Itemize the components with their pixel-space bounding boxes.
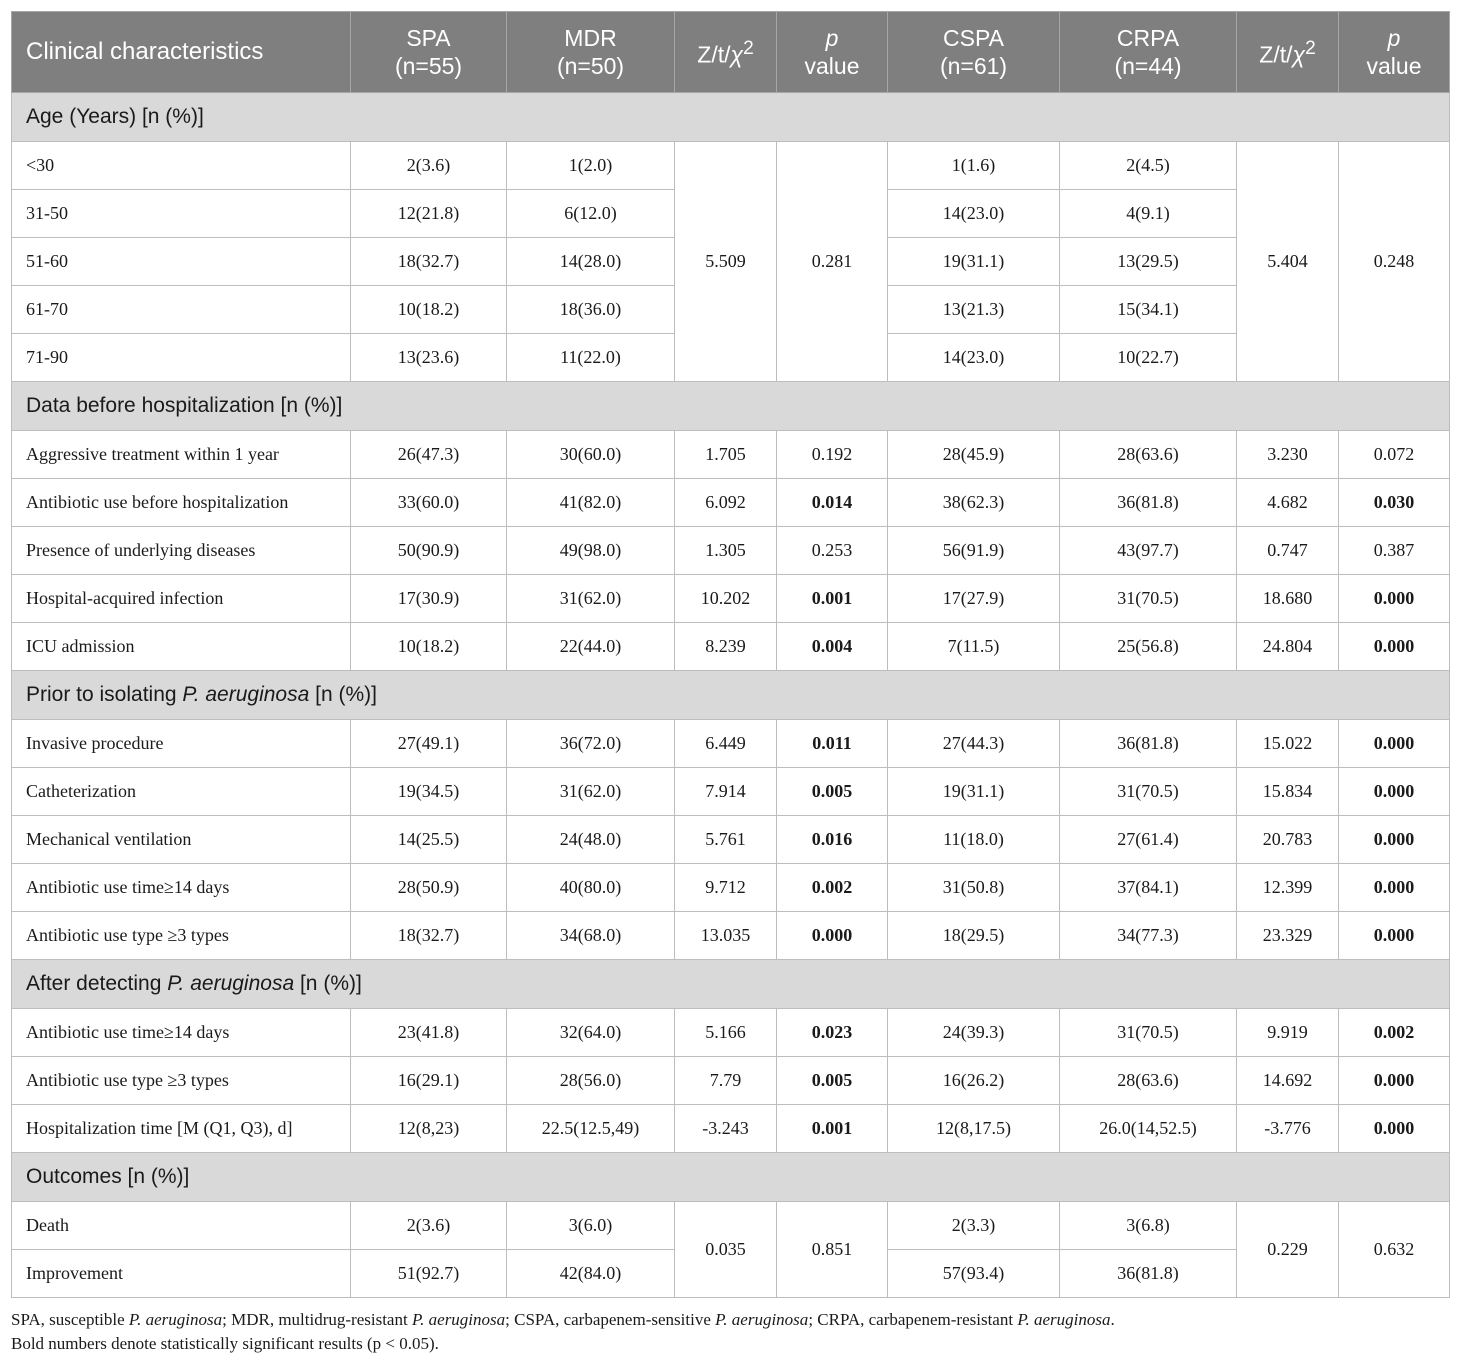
header-cspa: CSPA (n=61) bbox=[888, 12, 1060, 93]
row-label: Improvement bbox=[12, 1250, 351, 1298]
cell-cspa: 19(31.1) bbox=[888, 768, 1060, 816]
cell-cspa: 19(31.1) bbox=[888, 238, 1060, 286]
cell-cspa: 14(23.0) bbox=[888, 190, 1060, 238]
cell-p-value-1: 0.023 bbox=[777, 1009, 888, 1057]
cell-cspa: 24(39.3) bbox=[888, 1009, 1060, 1057]
section-row-prior-to-isolating bbox=[12, 671, 1450, 720]
row-label: 61-70 bbox=[12, 286, 351, 334]
table-row bbox=[12, 912, 1450, 960]
cell-crpa: 31(70.5) bbox=[1060, 575, 1237, 623]
cell-mdr: 1(2.0) bbox=[507, 142, 675, 190]
table-row bbox=[12, 768, 1450, 816]
cell-crpa: 28(63.6) bbox=[1060, 1057, 1237, 1105]
cell-crpa: 31(70.5) bbox=[1060, 1009, 1237, 1057]
row-label: Antibiotic use time≥14 days bbox=[12, 1009, 351, 1057]
cell-spa: 18(32.7) bbox=[351, 912, 507, 960]
cell-mdr: 24(48.0) bbox=[507, 816, 675, 864]
footnote-abbreviations: SPA, susceptible P. aeruginosa; MDR, multidrug-resistant P. aeruginosa; CSPA, carbapenem-sensitive P. aeruginosa; CRPA, carbapenem-resistant P. aeruginosa. bbox=[11, 1310, 1115, 1329]
cell-statistic-1: 7.914 bbox=[675, 768, 777, 816]
cell-cspa: 12(8,17.5) bbox=[888, 1105, 1060, 1153]
cell-crpa: 36(81.8) bbox=[1060, 1250, 1237, 1298]
section-title-after-detecting: After detecting P. aeruginosa [n (%)] bbox=[12, 960, 1450, 1009]
row-label: Presence of underlying diseases bbox=[12, 527, 351, 575]
table-row bbox=[12, 479, 1450, 527]
footnote-significance: Bold numbers denote statistically significant results (p < 0.05). bbox=[11, 1334, 439, 1353]
cell-statistic-2: 0.747 bbox=[1237, 527, 1339, 575]
cell-crpa: 27(61.4) bbox=[1060, 816, 1237, 864]
cell-statistic-2: 3.230 bbox=[1237, 431, 1339, 479]
cell-statistic-1: 5.166 bbox=[675, 1009, 777, 1057]
cell-p-value-1: 0.001 bbox=[777, 1105, 888, 1153]
cell-cspa: 1(1.6) bbox=[888, 142, 1060, 190]
cell-statistic-1: 8.239 bbox=[675, 623, 777, 671]
cell-statistic-2: 24.804 bbox=[1237, 623, 1339, 671]
cell-p-value-2: 0.632 bbox=[1339, 1202, 1450, 1298]
header-statistic-2: $Z/t/\chi^2$ bbox=[1237, 12, 1339, 93]
section-title-prior-to-isolating: Prior to isolating P. aeruginosa [n (%)] bbox=[12, 671, 1450, 720]
cell-p-value-2: 0.000 bbox=[1339, 864, 1450, 912]
cell-p-value-1: 0.192 bbox=[777, 431, 888, 479]
cell-p-value-2: 0.002 bbox=[1339, 1009, 1450, 1057]
row-label: Antibiotic use time≥14 days bbox=[12, 864, 351, 912]
cell-spa: 13(23.6) bbox=[351, 334, 507, 382]
cell-crpa: 36(81.8) bbox=[1060, 479, 1237, 527]
cell-cspa: 27(44.3) bbox=[888, 720, 1060, 768]
cell-cspa: 57(93.4) bbox=[888, 1250, 1060, 1298]
section-title-outcomes: Outcomes [n (%)] bbox=[12, 1153, 1450, 1202]
cell-crpa: 26.0(14,52.5) bbox=[1060, 1105, 1237, 1153]
row-label: <30 bbox=[12, 142, 351, 190]
cell-spa: 12(21.8) bbox=[351, 190, 507, 238]
cell-p-value-2: 0.000 bbox=[1339, 1105, 1450, 1153]
cell-crpa: 36(81.8) bbox=[1060, 720, 1237, 768]
table-row bbox=[12, 1105, 1450, 1153]
cell-cspa: 7(11.5) bbox=[888, 623, 1060, 671]
cell-spa: 26(47.3) bbox=[351, 431, 507, 479]
row-label: Invasive procedure bbox=[12, 720, 351, 768]
cell-statistic-1: 13.035 bbox=[675, 912, 777, 960]
cell-spa: 10(18.2) bbox=[351, 286, 507, 334]
row-label: Mechanical ventilation bbox=[12, 816, 351, 864]
cell-statistic-2: 15.834 bbox=[1237, 768, 1339, 816]
cell-mdr: 42(84.0) bbox=[507, 1250, 675, 1298]
table-row bbox=[12, 1009, 1450, 1057]
cell-statistic-2: 20.783 bbox=[1237, 816, 1339, 864]
cell-statistic-2: -3.776 bbox=[1237, 1105, 1339, 1153]
cell-cspa: 17(27.9) bbox=[888, 575, 1060, 623]
cell-mdr: 31(62.0) bbox=[507, 768, 675, 816]
table-row bbox=[12, 1202, 1450, 1250]
cell-statistic-2: 15.022 bbox=[1237, 720, 1339, 768]
cell-mdr: 31(62.0) bbox=[507, 575, 675, 623]
cell-p-value-2: 0.248 bbox=[1339, 142, 1450, 382]
header-p-value-2: p value bbox=[1339, 12, 1450, 93]
row-label: Aggressive treatment within 1 year bbox=[12, 431, 351, 479]
cell-statistic-1: -3.243 bbox=[675, 1105, 777, 1153]
cell-mdr: 41(82.0) bbox=[507, 479, 675, 527]
cell-statistic-1: 6.449 bbox=[675, 720, 777, 768]
cell-mdr: 11(22.0) bbox=[507, 334, 675, 382]
cell-crpa: 3(6.8) bbox=[1060, 1202, 1237, 1250]
cell-mdr: 30(60.0) bbox=[507, 431, 675, 479]
cell-statistic-2: 4.682 bbox=[1237, 479, 1339, 527]
row-label: Antibiotic use type ≥3 types bbox=[12, 1057, 351, 1105]
cell-crpa: 43(97.7) bbox=[1060, 527, 1237, 575]
cell-spa: 12(8,23) bbox=[351, 1105, 507, 1153]
row-label: Antibiotic use before hospitalization bbox=[12, 479, 351, 527]
cell-cspa: 2(3.3) bbox=[888, 1202, 1060, 1250]
cell-statistic-1: 10.202 bbox=[675, 575, 777, 623]
cell-spa: 18(32.7) bbox=[351, 238, 507, 286]
cell-p-value-1: 0.253 bbox=[777, 527, 888, 575]
cell-mdr: 22.5(12.5,49) bbox=[507, 1105, 675, 1153]
cell-mdr: 6(12.0) bbox=[507, 190, 675, 238]
cell-p-value-1: 0.011 bbox=[777, 720, 888, 768]
row-label: Catheterization bbox=[12, 768, 351, 816]
cell-crpa: 37(84.1) bbox=[1060, 864, 1237, 912]
section-row-after-detecting bbox=[12, 960, 1450, 1009]
cell-mdr: 28(56.0) bbox=[507, 1057, 675, 1105]
cell-p-value-2: 0.000 bbox=[1339, 720, 1450, 768]
row-label: Death bbox=[12, 1202, 351, 1250]
cell-spa: 17(30.9) bbox=[351, 575, 507, 623]
cell-statistic-2: 12.399 bbox=[1237, 864, 1339, 912]
cell-spa: 19(34.5) bbox=[351, 768, 507, 816]
header-statistic-1: $Z/t/\chi^2$ bbox=[675, 12, 777, 93]
cell-cspa: 38(62.3) bbox=[888, 479, 1060, 527]
cell-spa: 2(3.6) bbox=[351, 1202, 507, 1250]
cell-p-value-1: 0.851 bbox=[777, 1202, 888, 1298]
cell-spa: 50(90.9) bbox=[351, 527, 507, 575]
row-label: Hospitalization time [M (Q1, Q3), d] bbox=[12, 1105, 351, 1153]
cell-p-value-1: 0.016 bbox=[777, 816, 888, 864]
cell-spa: 51(92.7) bbox=[351, 1250, 507, 1298]
cell-mdr: 22(44.0) bbox=[507, 623, 675, 671]
cell-spa: 23(41.8) bbox=[351, 1009, 507, 1057]
section-row-outcomes bbox=[12, 1153, 1450, 1202]
table-row bbox=[12, 142, 1450, 190]
cell-mdr: 36(72.0) bbox=[507, 720, 675, 768]
table-row bbox=[12, 1057, 1450, 1105]
table-footnote bbox=[11, 1308, 1449, 1356]
cell-crpa: 28(63.6) bbox=[1060, 431, 1237, 479]
cell-crpa: 31(70.5) bbox=[1060, 768, 1237, 816]
cell-p-value-2: 0.000 bbox=[1339, 623, 1450, 671]
cell-statistic-2: 9.919 bbox=[1237, 1009, 1339, 1057]
cell-spa: 2(3.6) bbox=[351, 142, 507, 190]
cell-crpa: 13(29.5) bbox=[1060, 238, 1237, 286]
cell-mdr: 40(80.0) bbox=[507, 864, 675, 912]
cell-p-value-2: 0.072 bbox=[1339, 431, 1450, 479]
row-label: Hospital-acquired infection bbox=[12, 575, 351, 623]
row-label: 51-60 bbox=[12, 238, 351, 286]
cell-p-value-1: 0.005 bbox=[777, 768, 888, 816]
cell-p-value-2: 0.000 bbox=[1339, 768, 1450, 816]
cell-spa: 14(25.5) bbox=[351, 816, 507, 864]
cell-crpa: 4(9.1) bbox=[1060, 190, 1237, 238]
table-row bbox=[12, 623, 1450, 671]
cell-p-value-2: 0.000 bbox=[1339, 912, 1450, 960]
cell-crpa: 15(34.1) bbox=[1060, 286, 1237, 334]
header-mdr: MDR (n=50) bbox=[507, 12, 675, 93]
cell-cspa: 11(18.0) bbox=[888, 816, 1060, 864]
table-row bbox=[12, 575, 1450, 623]
cell-p-value-1: 0.281 bbox=[777, 142, 888, 382]
table-header-row bbox=[12, 12, 1450, 93]
cell-mdr: 32(64.0) bbox=[507, 1009, 675, 1057]
clinical-characteristics-table bbox=[11, 11, 1450, 1298]
cell-cspa: 18(29.5) bbox=[888, 912, 1060, 960]
header-spa: SPA (n=55) bbox=[351, 12, 507, 93]
cell-mdr: 49(98.0) bbox=[507, 527, 675, 575]
cell-cspa: 56(91.9) bbox=[888, 527, 1060, 575]
cell-p-value-1: 0.014 bbox=[777, 479, 888, 527]
cell-p-value-1: 0.005 bbox=[777, 1057, 888, 1105]
cell-statistic-1: 1.705 bbox=[675, 431, 777, 479]
cell-p-value-1: 0.000 bbox=[777, 912, 888, 960]
cell-spa: 10(18.2) bbox=[351, 623, 507, 671]
cell-statistic-1: 7.79 bbox=[675, 1057, 777, 1105]
row-label: ICU admission bbox=[12, 623, 351, 671]
cell-statistic-2: 18.680 bbox=[1237, 575, 1339, 623]
section-title-before-hospitalization: Data before hospitalization [n (%)] bbox=[12, 382, 1450, 431]
row-label: Antibiotic use type ≥3 types bbox=[12, 912, 351, 960]
cell-statistic-1: 5.509 bbox=[675, 142, 777, 382]
section-row-age bbox=[12, 93, 1450, 142]
cell-crpa: 10(22.7) bbox=[1060, 334, 1237, 382]
table-row bbox=[12, 720, 1450, 768]
cell-statistic-1: 9.712 bbox=[675, 864, 777, 912]
table-row bbox=[12, 527, 1450, 575]
cell-statistic-2: 5.404 bbox=[1237, 142, 1339, 382]
cell-p-value-1: 0.004 bbox=[777, 623, 888, 671]
cell-cspa: 31(50.8) bbox=[888, 864, 1060, 912]
cell-p-value-1: 0.001 bbox=[777, 575, 888, 623]
header-crpa: CRPA (n=44) bbox=[1060, 12, 1237, 93]
cell-mdr: 3(6.0) bbox=[507, 1202, 675, 1250]
cell-cspa: 14(23.0) bbox=[888, 334, 1060, 382]
section-title-age: Age (Years) [n (%)] bbox=[12, 93, 1450, 142]
cell-spa: 28(50.9) bbox=[351, 864, 507, 912]
cell-p-value-2: 0.000 bbox=[1339, 1057, 1450, 1105]
cell-crpa: 34(77.3) bbox=[1060, 912, 1237, 960]
cell-cspa: 28(45.9) bbox=[888, 431, 1060, 479]
cell-p-value-2: 0.000 bbox=[1339, 575, 1450, 623]
cell-statistic-1: 1.305 bbox=[675, 527, 777, 575]
section-row-before-hospitalization bbox=[12, 382, 1450, 431]
cell-statistic-2: 23.329 bbox=[1237, 912, 1339, 960]
header-clinical-characteristics: Clinical characteristics bbox=[12, 12, 351, 93]
cell-statistic-1: 6.092 bbox=[675, 479, 777, 527]
cell-p-value-1: 0.002 bbox=[777, 864, 888, 912]
cell-p-value-2: 0.000 bbox=[1339, 816, 1450, 864]
cell-p-value-2: 0.387 bbox=[1339, 527, 1450, 575]
cell-spa: 16(29.1) bbox=[351, 1057, 507, 1105]
cell-statistic-2: 0.229 bbox=[1237, 1202, 1339, 1298]
cell-p-value-2: 0.030 bbox=[1339, 479, 1450, 527]
table-row bbox=[12, 431, 1450, 479]
cell-crpa: 2(4.5) bbox=[1060, 142, 1237, 190]
cell-statistic-1: 5.761 bbox=[675, 816, 777, 864]
cell-mdr: 14(28.0) bbox=[507, 238, 675, 286]
cell-mdr: 18(36.0) bbox=[507, 286, 675, 334]
table-row bbox=[12, 864, 1450, 912]
cell-cspa: 13(21.3) bbox=[888, 286, 1060, 334]
header-p-value-1: p value bbox=[777, 12, 888, 93]
cell-statistic-2: 14.692 bbox=[1237, 1057, 1339, 1105]
table-row bbox=[12, 816, 1450, 864]
cell-crpa: 25(56.8) bbox=[1060, 623, 1237, 671]
cell-mdr: 34(68.0) bbox=[507, 912, 675, 960]
cell-spa: 33(60.0) bbox=[351, 479, 507, 527]
row-label: 31-50 bbox=[12, 190, 351, 238]
cell-statistic-1: 0.035 bbox=[675, 1202, 777, 1298]
cell-cspa: 16(26.2) bbox=[888, 1057, 1060, 1105]
row-label: 71-90 bbox=[12, 334, 351, 382]
cell-spa: 27(49.1) bbox=[351, 720, 507, 768]
